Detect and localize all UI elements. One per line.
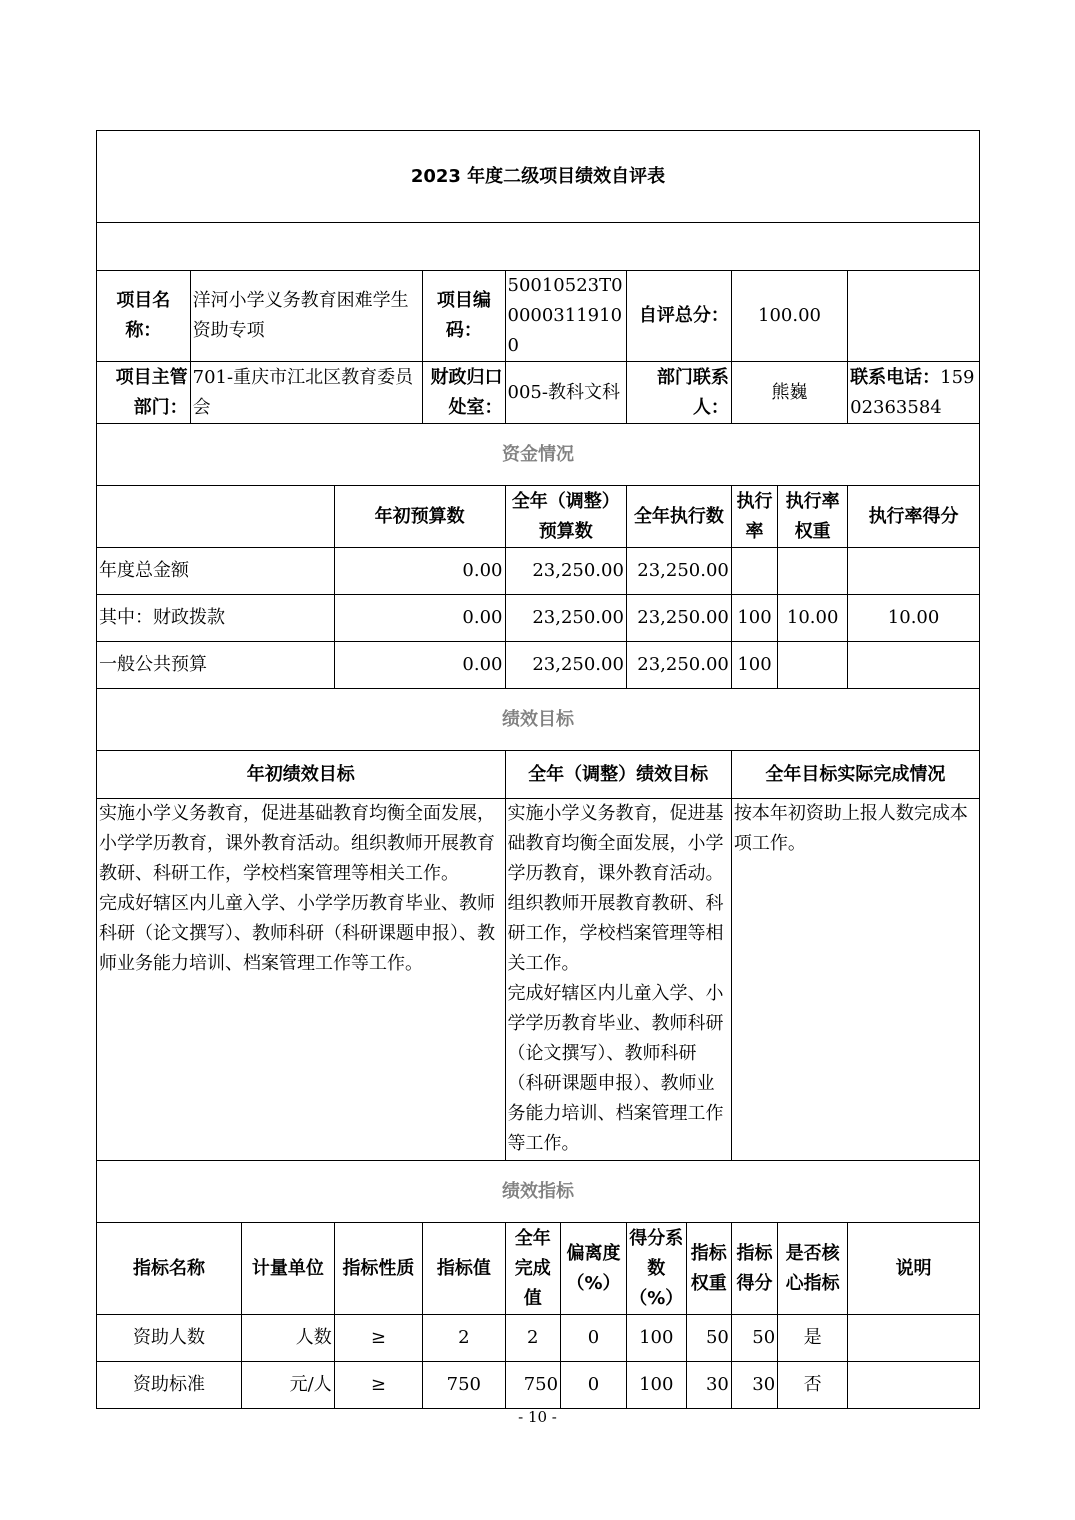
finance-office: 005-教科文科 (505, 362, 626, 424)
ind-score: 50 (731, 1315, 777, 1362)
funds-row (97, 595, 980, 642)
project-name-label: 项目名称： (97, 271, 191, 362)
funds-section-title: 资金情况 (97, 424, 980, 486)
ind-deviation: 0 (561, 1362, 627, 1409)
funds-header-initial: 年初预算数 (334, 486, 505, 548)
funds-header-adjusted: 全年（调整）预算数 (505, 486, 626, 548)
project-code: 50010523T000003119100 (505, 271, 626, 362)
finance-label: 财政归口处室： (423, 362, 505, 424)
funds-weight (778, 548, 848, 595)
ind-coef: 100 (626, 1362, 686, 1409)
funds-score (848, 548, 980, 595)
ind-weight: 30 (686, 1362, 731, 1409)
contact-person: 熊巍 (731, 362, 847, 424)
ind-name: 资助标准 (97, 1362, 242, 1409)
funds-initial: 0.00 (334, 642, 505, 689)
phone: 15902363584 (850, 366, 975, 418)
funds-adjusted: 23,250.00 (505, 642, 626, 689)
ind-header-unit: 计量单位 (242, 1223, 335, 1315)
ind-target: 750 (423, 1362, 505, 1409)
ind-weight: 50 (686, 1315, 731, 1362)
ind-nature: ≥ (334, 1362, 422, 1409)
ind-header-target: 指标值 (423, 1223, 505, 1315)
ind-note (848, 1362, 980, 1409)
goals-adjusted-text: 实施小学义务教育，促进基础教育均衡全面发展，小学学历教育，课外教育活动。 组织教师开展教育教研、科研工作，学校档案管理等相关工作。 完成好辖区内儿童入学、小学学历教育毕业、教师科研（论文撰写）、教师科研（科研课题申报）、教师业务能力培训、档案管理工作等工作。 (505, 799, 731, 1161)
ind-header-core: 是否核心指标 (778, 1223, 848, 1315)
score-label: 自评总分： (626, 271, 731, 362)
ind-header-score: 指标得分 (731, 1223, 777, 1315)
funds-row-name: 一般公共预算 (97, 642, 335, 689)
ind-header-coef: 得分系数（%） (626, 1223, 686, 1315)
goals-initial-text: 实施小学义务教育，促进基础教育均衡全面发展，小学学历教育，课外教育活动。组织教师开展教育教研、科研工作，学校档案管理等相关工作。 完成好辖区内儿童入学、小学学历教育毕业、教师科研（论文撰写）、教师科研（科研课题申报）、教师业务能力培训、档案管理工作等工作。 (97, 799, 506, 1161)
contact-label: 部门联系人： (626, 362, 731, 424)
indicators-section-title: 绩效指标 (97, 1161, 980, 1223)
funds-weight: 10.00 (778, 595, 848, 642)
funds-rate (731, 548, 777, 595)
ind-deviation: 0 (561, 1315, 627, 1362)
ind-header-nature: 指标性质 (334, 1223, 422, 1315)
funds-adjusted: 23,250.00 (505, 548, 626, 595)
ind-nature: ≥ (334, 1315, 422, 1362)
ind-header-name: 指标名称 (97, 1223, 242, 1315)
ind-header-actual: 全年完成值 (505, 1223, 561, 1315)
goals-header-adjusted: 全年（调整）绩效目标 (505, 751, 731, 799)
funds-adjusted: 23,250.00 (505, 595, 626, 642)
ind-header-weight: 指标权重 (686, 1223, 731, 1315)
funds-score (848, 642, 980, 689)
dept: 701-重庆市江北区教育委员会 (190, 362, 423, 424)
funds-header-blank (97, 486, 335, 548)
project-code-label: 项目编码： (423, 271, 505, 362)
phone-label: 联系电话： (850, 366, 941, 388)
total-score: 100.00 (731, 271, 847, 362)
funds-row (97, 548, 980, 595)
ind-target: 2 (423, 1315, 505, 1362)
ind-actual: 750 (505, 1362, 561, 1409)
funds-score: 10.00 (848, 595, 980, 642)
form-title: 2023 年度二级项目绩效自评表 (97, 131, 980, 223)
funds-header-score: 执行率得分 (848, 486, 980, 548)
ind-core: 否 (778, 1362, 848, 1409)
phone-cell (848, 362, 980, 424)
indicator-row (97, 1362, 980, 1409)
ind-core: 是 (778, 1315, 848, 1362)
funds-rate: 100 (731, 642, 777, 689)
ind-unit: 人数 (242, 1315, 335, 1362)
funds-row-name: 年度总金额 (97, 548, 335, 595)
funds-header-weight: 执行率权重 (778, 486, 848, 548)
ind-unit: 元/人 (242, 1362, 335, 1409)
ind-actual: 2 (505, 1315, 561, 1362)
funds-initial: 0.00 (334, 548, 505, 595)
funds-weight (778, 642, 848, 689)
ind-score: 30 (731, 1362, 777, 1409)
project-name: 洋河小学义务教育困难学生资助专项 (190, 271, 423, 362)
goals-header-initial: 年初绩效目标 (97, 751, 506, 799)
funds-executed: 23,250.00 (626, 642, 731, 689)
goals-header-actual: 全年目标实际完成情况 (731, 751, 979, 799)
page-number: - 10 - (518, 1408, 557, 1426)
goals-actual-text: 按本年初资助上报人数完成本项工作。 (731, 799, 979, 1161)
indicator-row (97, 1315, 980, 1362)
ind-header-deviation: 偏离度（%） (561, 1223, 627, 1315)
ind-note (848, 1315, 980, 1362)
ind-header-note: 说明 (848, 1223, 980, 1315)
evaluation-table (96, 130, 980, 1409)
funds-rate: 100 (731, 595, 777, 642)
funds-header-rate: 执行率 (731, 486, 777, 548)
dept-label: 项目主管部门： (97, 362, 191, 424)
funds-executed: 23,250.00 (626, 595, 731, 642)
funds-executed: 23,250.00 (626, 548, 731, 595)
funds-row-name: 其中：财政拨款 (97, 595, 335, 642)
ind-name: 资助人数 (97, 1315, 242, 1362)
ind-coef: 100 (626, 1315, 686, 1362)
funds-row (97, 642, 980, 689)
goals-section-title: 绩效目标 (97, 689, 980, 751)
funds-header-executed: 全年执行数 (626, 486, 731, 548)
blank-row (97, 223, 980, 271)
empty-cell (848, 271, 980, 362)
funds-initial: 0.00 (334, 595, 505, 642)
